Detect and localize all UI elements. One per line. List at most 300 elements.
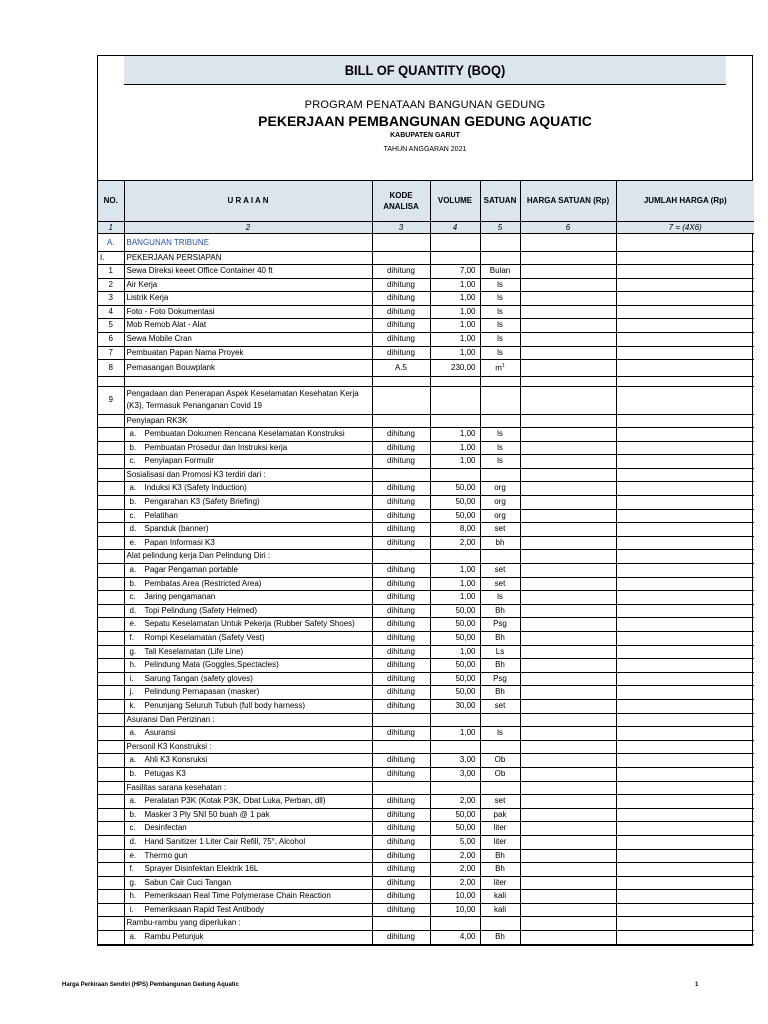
- empty-cell: [372, 740, 430, 754]
- table-row: [98, 386, 754, 414]
- item-volume: 2,00: [430, 849, 480, 863]
- table-row: [98, 808, 754, 822]
- item-description: [124, 808, 372, 822]
- item-volume: 50,00: [430, 808, 480, 822]
- empty-cell: [98, 903, 124, 917]
- item-volume: 1,00: [430, 319, 480, 333]
- table-row: [98, 428, 754, 442]
- col-header-no: NO.: [98, 181, 124, 221]
- item-jumlah: [616, 564, 754, 578]
- item-harga: [520, 754, 616, 768]
- item-harga: [520, 822, 616, 836]
- item-letter: a.: [129, 483, 137, 493]
- col-header-jumlah: JUMLAH HARGA (Rp): [616, 181, 754, 221]
- table-row: [98, 360, 754, 376]
- item-harga: [520, 292, 616, 306]
- item-jumlah: [616, 346, 754, 360]
- item-jumlah: [616, 699, 754, 713]
- item-jumlah: [616, 428, 754, 442]
- empty-cell: [480, 781, 520, 795]
- item-letter: h.: [129, 891, 137, 901]
- empty-cell: [520, 386, 616, 414]
- unit-text: ls: [497, 279, 503, 289]
- empty-cell: [616, 917, 754, 931]
- item-letter: i.: [129, 904, 134, 914]
- empty-cell: [98, 835, 124, 849]
- item-description: [124, 564, 372, 578]
- item-description: [124, 903, 372, 917]
- item-satuan: Bh: [480, 604, 520, 618]
- item-description: [124, 591, 372, 605]
- item-jumlah: [616, 577, 754, 591]
- document-title: BILL OF QUANTITY (BOQ): [124, 56, 726, 85]
- item-harga: [520, 849, 616, 863]
- subgroup-row: [98, 468, 754, 482]
- table-row: [98, 278, 754, 292]
- item-satuan: [480, 333, 520, 347]
- subgroup-title: Sosialisasi dan Promosi K3 terdiri dari :: [124, 468, 372, 482]
- item-description: [124, 795, 372, 809]
- item-text: Petugas K3: [144, 768, 186, 778]
- boq-sheet: [97, 55, 753, 946]
- item-jumlah: [616, 931, 754, 945]
- item-volume: 2,00: [430, 536, 480, 550]
- item-jumlah: [616, 523, 754, 537]
- item-satuan: [480, 319, 520, 333]
- item-text: Penyiapan Formulir: [144, 456, 214, 466]
- item-satuan: kali: [480, 903, 520, 917]
- item-satuan: [480, 305, 520, 319]
- item-satuan: org: [480, 482, 520, 496]
- empty-cell: [430, 468, 480, 482]
- table-row: [98, 292, 754, 306]
- col-number: 3: [372, 221, 430, 233]
- item-harga: [520, 699, 616, 713]
- item-volume: 1,00: [430, 333, 480, 347]
- item-description: Sewa Mobile Cran: [124, 333, 372, 347]
- item-jumlah: [616, 808, 754, 822]
- item-text: Pemeriksaan Rapid Test Antibody: [144, 904, 264, 914]
- table-row: [98, 645, 754, 659]
- empty-cell: [520, 414, 616, 428]
- col-number: 5: [480, 221, 520, 233]
- item-jumlah: [616, 903, 754, 917]
- item-harga: [520, 835, 616, 849]
- item-kode: dihitung: [372, 604, 430, 618]
- item-harga: [520, 727, 616, 741]
- item-harga: [520, 659, 616, 673]
- item-kode: dihitung: [372, 523, 430, 537]
- empty-cell: [616, 713, 754, 727]
- item-harga: [520, 632, 616, 646]
- item-kode: dihitung: [372, 863, 430, 877]
- item-description: [124, 577, 372, 591]
- item-letter: k.: [129, 700, 136, 710]
- unit-text: ls: [497, 306, 503, 316]
- item-description: [124, 496, 372, 510]
- item-description: Foto - Foto Dokumentasi: [124, 305, 372, 319]
- item-jumlah: [616, 591, 754, 605]
- item-jumlah: [616, 632, 754, 646]
- program-name: PROGRAM PENATAAN BANGUNAN GEDUNG: [304, 99, 546, 111]
- group-row: [98, 251, 754, 265]
- spacer-cell: [430, 376, 480, 386]
- item-letter: e.: [129, 850, 137, 860]
- empty-cell: [98, 795, 124, 809]
- item-text: Spanduk (banner): [144, 524, 209, 534]
- item-satuan: [480, 360, 520, 376]
- item-letter: d.: [129, 524, 137, 534]
- spacer-cell: [616, 376, 754, 386]
- table-row: [98, 699, 754, 713]
- item-text: Induksi K3 (Safety Induction): [144, 483, 247, 493]
- item-satuan: bh: [480, 536, 520, 550]
- empty-cell: [98, 699, 124, 713]
- empty-cell: [430, 414, 480, 428]
- item-letter: a.: [129, 728, 137, 738]
- col-number: 4: [430, 221, 480, 233]
- item-kode: dihitung: [372, 305, 430, 319]
- empty-cell: [98, 890, 124, 904]
- item-text: Tali Keselamatan (Life Line): [144, 646, 244, 656]
- empty-cell: [616, 414, 754, 428]
- empty-cell: [520, 917, 616, 931]
- item-kode: dihitung: [372, 699, 430, 713]
- spacer-cell: [480, 376, 520, 386]
- item-volume: 3,00: [430, 754, 480, 768]
- item-harga: [520, 346, 616, 360]
- empty-cell: [480, 740, 520, 754]
- empty-cell: [98, 754, 124, 768]
- col-number: 6: [520, 221, 616, 233]
- footer-text: Harga Perkiraan Sendiri (HPS) Pembangunan Gedung Aquatic: [62, 982, 239, 988]
- item-letter: f.: [129, 864, 134, 874]
- item-description: [124, 509, 372, 523]
- item-satuan: kali: [480, 890, 520, 904]
- table-row: [98, 604, 754, 618]
- item-jumlah: [616, 849, 754, 863]
- item-volume: 1,00: [430, 577, 480, 591]
- item-jumlah: [616, 672, 754, 686]
- subgroup-title: Alat pelindung kerja Dan Pelindung Diri :: [124, 550, 372, 564]
- subgroup-row: [98, 917, 754, 931]
- table-row: [98, 849, 754, 863]
- item-volume: 50,00: [430, 482, 480, 496]
- item-kode: dihitung: [372, 767, 430, 781]
- item-text: Rompi Keselamatan (Safety Vest): [144, 633, 265, 642]
- empty-cell: [98, 931, 124, 945]
- item-kode: dihitung: [372, 564, 430, 578]
- empty-cell: [480, 713, 520, 727]
- subgroup-row: [98, 414, 754, 428]
- item-satuan: Psg: [480, 618, 520, 632]
- item-volume: 230,00: [430, 360, 480, 376]
- empty-cell: [98, 740, 124, 754]
- col-header-volume: VOLUME: [430, 181, 480, 221]
- table-row: [98, 265, 754, 279]
- item-description: Listrik Kerja: [124, 292, 372, 306]
- item-volume: 5,00: [430, 835, 480, 849]
- item-text: Pelindung Pernapasan (masker): [144, 687, 260, 697]
- unit-text: ls: [497, 334, 503, 344]
- item-jumlah: [616, 767, 754, 781]
- table-row: [98, 659, 754, 673]
- empty-cell: [616, 740, 754, 754]
- item-kode: dihitung: [372, 482, 430, 496]
- empty-cell: [430, 386, 480, 414]
- item-letter: a.: [129, 429, 137, 439]
- item-jumlah: [616, 455, 754, 469]
- item-text: Papan Informasi K3: [144, 537, 215, 547]
- boq-table: [98, 181, 754, 945]
- subgroup-title: Fasilitas sarana kesehatan :: [124, 781, 372, 795]
- empty-cell: [98, 808, 124, 822]
- item-jumlah: [616, 305, 754, 319]
- item-volume: 2,00: [430, 863, 480, 877]
- subgroup-title: Rambu-rambu yang diperlukan :: [124, 917, 372, 931]
- item-letter: b.: [129, 442, 137, 452]
- item-jumlah: [616, 890, 754, 904]
- item-kode: dihitung: [372, 632, 430, 646]
- empty-cell: [430, 740, 480, 754]
- item-harga: [520, 536, 616, 550]
- empty-cell: [520, 468, 616, 482]
- item-harga: [520, 604, 616, 618]
- item-volume: 50,00: [430, 632, 480, 646]
- item-text: Pagar Pengaman portable: [144, 565, 238, 575]
- empty-cell: [98, 509, 124, 523]
- empty-cell: [520, 550, 616, 564]
- empty-cell: [520, 713, 616, 727]
- item-description: Air Kerja: [124, 278, 372, 292]
- item-letter: a.: [129, 932, 137, 942]
- item-letter: c.: [129, 510, 136, 520]
- item-volume: 8,00: [430, 523, 480, 537]
- table-row: [98, 441, 754, 455]
- unit-text: m: [495, 363, 502, 373]
- item-harga: [520, 278, 616, 292]
- item-harga: [520, 931, 616, 945]
- item-satuan: set: [480, 795, 520, 809]
- item-description: [124, 699, 372, 713]
- empty-cell: [372, 917, 430, 931]
- table-row: [98, 564, 754, 578]
- empty-cell: [616, 781, 754, 795]
- item-volume: 50,00: [430, 686, 480, 700]
- item-letter: b.: [129, 809, 137, 819]
- section-row: [98, 233, 754, 251]
- item-satuan: [480, 265, 520, 279]
- empty-cell: [480, 468, 520, 482]
- item-satuan: liter: [480, 876, 520, 890]
- item-text: Masker 3 Ply SNI 50 buah @ 1 pak: [144, 809, 270, 819]
- empty-cell: [372, 468, 430, 482]
- item-description: [124, 455, 372, 469]
- subgroup-row: [98, 740, 754, 754]
- item-harga: [520, 795, 616, 809]
- spacer-row: [98, 376, 754, 386]
- item-kode: dihitung: [372, 876, 430, 890]
- item-jumlah: [616, 863, 754, 877]
- empty-cell: [98, 536, 124, 550]
- unit-superscript: 1: [501, 363, 505, 370]
- table-row: [98, 591, 754, 605]
- item-description: [124, 441, 372, 455]
- item-harga: [520, 577, 616, 591]
- empty-cell: [372, 550, 430, 564]
- item-kode: dihitung: [372, 536, 430, 550]
- item-jumlah: [616, 482, 754, 496]
- table-row: [98, 305, 754, 319]
- item-kode: dihitung: [372, 428, 430, 442]
- item-harga: [520, 428, 616, 442]
- unit-text: ls: [497, 347, 503, 357]
- item-no: 9: [98, 386, 124, 414]
- item-harga: [520, 686, 616, 700]
- item-description: [124, 767, 372, 781]
- item-description: [124, 727, 372, 741]
- item-letter: c.: [129, 592, 136, 602]
- item-text: Ahli K3 Konsruksi: [144, 755, 208, 765]
- empty-cell: [98, 917, 124, 931]
- group-no: I.: [98, 251, 124, 265]
- item-kode: dihitung: [372, 849, 430, 863]
- item-no: 1: [98, 265, 124, 279]
- item-volume: 3,00: [430, 767, 480, 781]
- section-label: BANGUNAN TRIBUNE: [124, 233, 372, 251]
- empty-cell: [98, 577, 124, 591]
- item-volume: 1,00: [430, 645, 480, 659]
- item-letter: j.: [129, 687, 134, 697]
- empty-cell: [98, 632, 124, 646]
- item-satuan: org: [480, 509, 520, 523]
- item-kode: dihitung: [372, 754, 430, 768]
- item-volume: 30,00: [430, 699, 480, 713]
- item-letter: b.: [129, 578, 137, 588]
- unit-text: ls: [497, 320, 503, 330]
- empty-cell: [372, 713, 430, 727]
- item-harga: [520, 863, 616, 877]
- item-satuan: pak: [480, 808, 520, 822]
- empty-cell: [98, 468, 124, 482]
- item-volume: 50,00: [430, 672, 480, 686]
- item-harga: [520, 808, 616, 822]
- item-description: Pembuatan Papan Nama Proyek: [124, 346, 372, 360]
- item-volume: 1,00: [430, 305, 480, 319]
- subgroup-row: [98, 781, 754, 795]
- table-row: [98, 863, 754, 877]
- item-description: Mob Remob Alat - Alat: [124, 319, 372, 333]
- subgroup-title: Penyiapan RK3K: [124, 414, 372, 428]
- item-jumlah: [616, 727, 754, 741]
- item-kode: dihitung: [372, 455, 430, 469]
- item-jumlah: [616, 604, 754, 618]
- item-kode: dihitung: [372, 441, 430, 455]
- item-harga: [520, 672, 616, 686]
- item-letter: c.: [129, 456, 136, 466]
- item-text: Pelindung Mata (Goggles,Spectacles): [144, 660, 279, 670]
- table-row: [98, 931, 754, 945]
- spacer-cell: [124, 376, 372, 386]
- item-harga: [520, 523, 616, 537]
- item-kode: dihitung: [372, 292, 430, 306]
- item-letter: c.: [129, 823, 136, 833]
- empty-cell: [520, 740, 616, 754]
- empty-cell: [430, 550, 480, 564]
- item-kode: dihitung: [372, 319, 430, 333]
- item-jumlah: [616, 319, 754, 333]
- item-no: 8: [98, 360, 124, 376]
- empty-cell: [98, 414, 124, 428]
- item-jumlah: [616, 686, 754, 700]
- item-satuan: liter: [480, 822, 520, 836]
- empty-cell: [98, 686, 124, 700]
- item-volume: 1,00: [430, 441, 480, 455]
- item-no: 3: [98, 292, 124, 306]
- col-number: 7 = (4X6): [616, 221, 754, 233]
- item-satuan: Bh: [480, 659, 520, 673]
- item-harga: [520, 645, 616, 659]
- empty-cell: [98, 550, 124, 564]
- item-harga: [520, 876, 616, 890]
- item-text: Sepatu Keselamatan Untuk Pekerja (Rubber Safety Shoes): [144, 619, 355, 629]
- column-number-row: [98, 221, 754, 233]
- table-row: [98, 672, 754, 686]
- item-satuan: Bh: [480, 632, 520, 646]
- item-text: Asuransi: [144, 728, 176, 738]
- item-harga: [520, 265, 616, 279]
- item-volume: 1,00: [430, 564, 480, 578]
- item-text: Desinfectan: [144, 823, 187, 833]
- table-row: [98, 903, 754, 917]
- table-row: [98, 890, 754, 904]
- item-kode: dihitung: [372, 727, 430, 741]
- item-letter: i.: [129, 673, 134, 683]
- item-harga: [520, 890, 616, 904]
- item-satuan: org: [480, 496, 520, 510]
- empty-cell: [98, 645, 124, 659]
- item-kode: dihitung: [372, 577, 430, 591]
- item-harga: [520, 618, 616, 632]
- table-row: [98, 835, 754, 849]
- table-row: [98, 482, 754, 496]
- item-no: 7: [98, 346, 124, 360]
- item-harga: [520, 496, 616, 510]
- spacer-cell: [98, 376, 124, 386]
- item-kode: dihitung: [372, 645, 430, 659]
- item-jumlah: [616, 618, 754, 632]
- empty-cell: [372, 781, 430, 795]
- item-volume: 10,00: [430, 890, 480, 904]
- item-harga: [520, 333, 616, 347]
- item-letter: h.: [129, 660, 137, 670]
- table-row: [98, 319, 754, 333]
- item-no: 4: [98, 305, 124, 319]
- empty-cell: [372, 386, 430, 414]
- item-volume: 1,00: [430, 346, 480, 360]
- item-volume: 50,00: [430, 509, 480, 523]
- item-description: [124, 645, 372, 659]
- table-row: [98, 496, 754, 510]
- item-satuan: set: [480, 523, 520, 537]
- empty-cell: [616, 550, 754, 564]
- item-text: Sabun Cair Cuci Tangan: [144, 877, 232, 887]
- item-text: Sarung Tangan (safety gloves): [144, 673, 253, 683]
- empty-cell: [616, 468, 754, 482]
- item-harga: [520, 482, 616, 496]
- table-row: [98, 795, 754, 809]
- item-harga: [520, 903, 616, 917]
